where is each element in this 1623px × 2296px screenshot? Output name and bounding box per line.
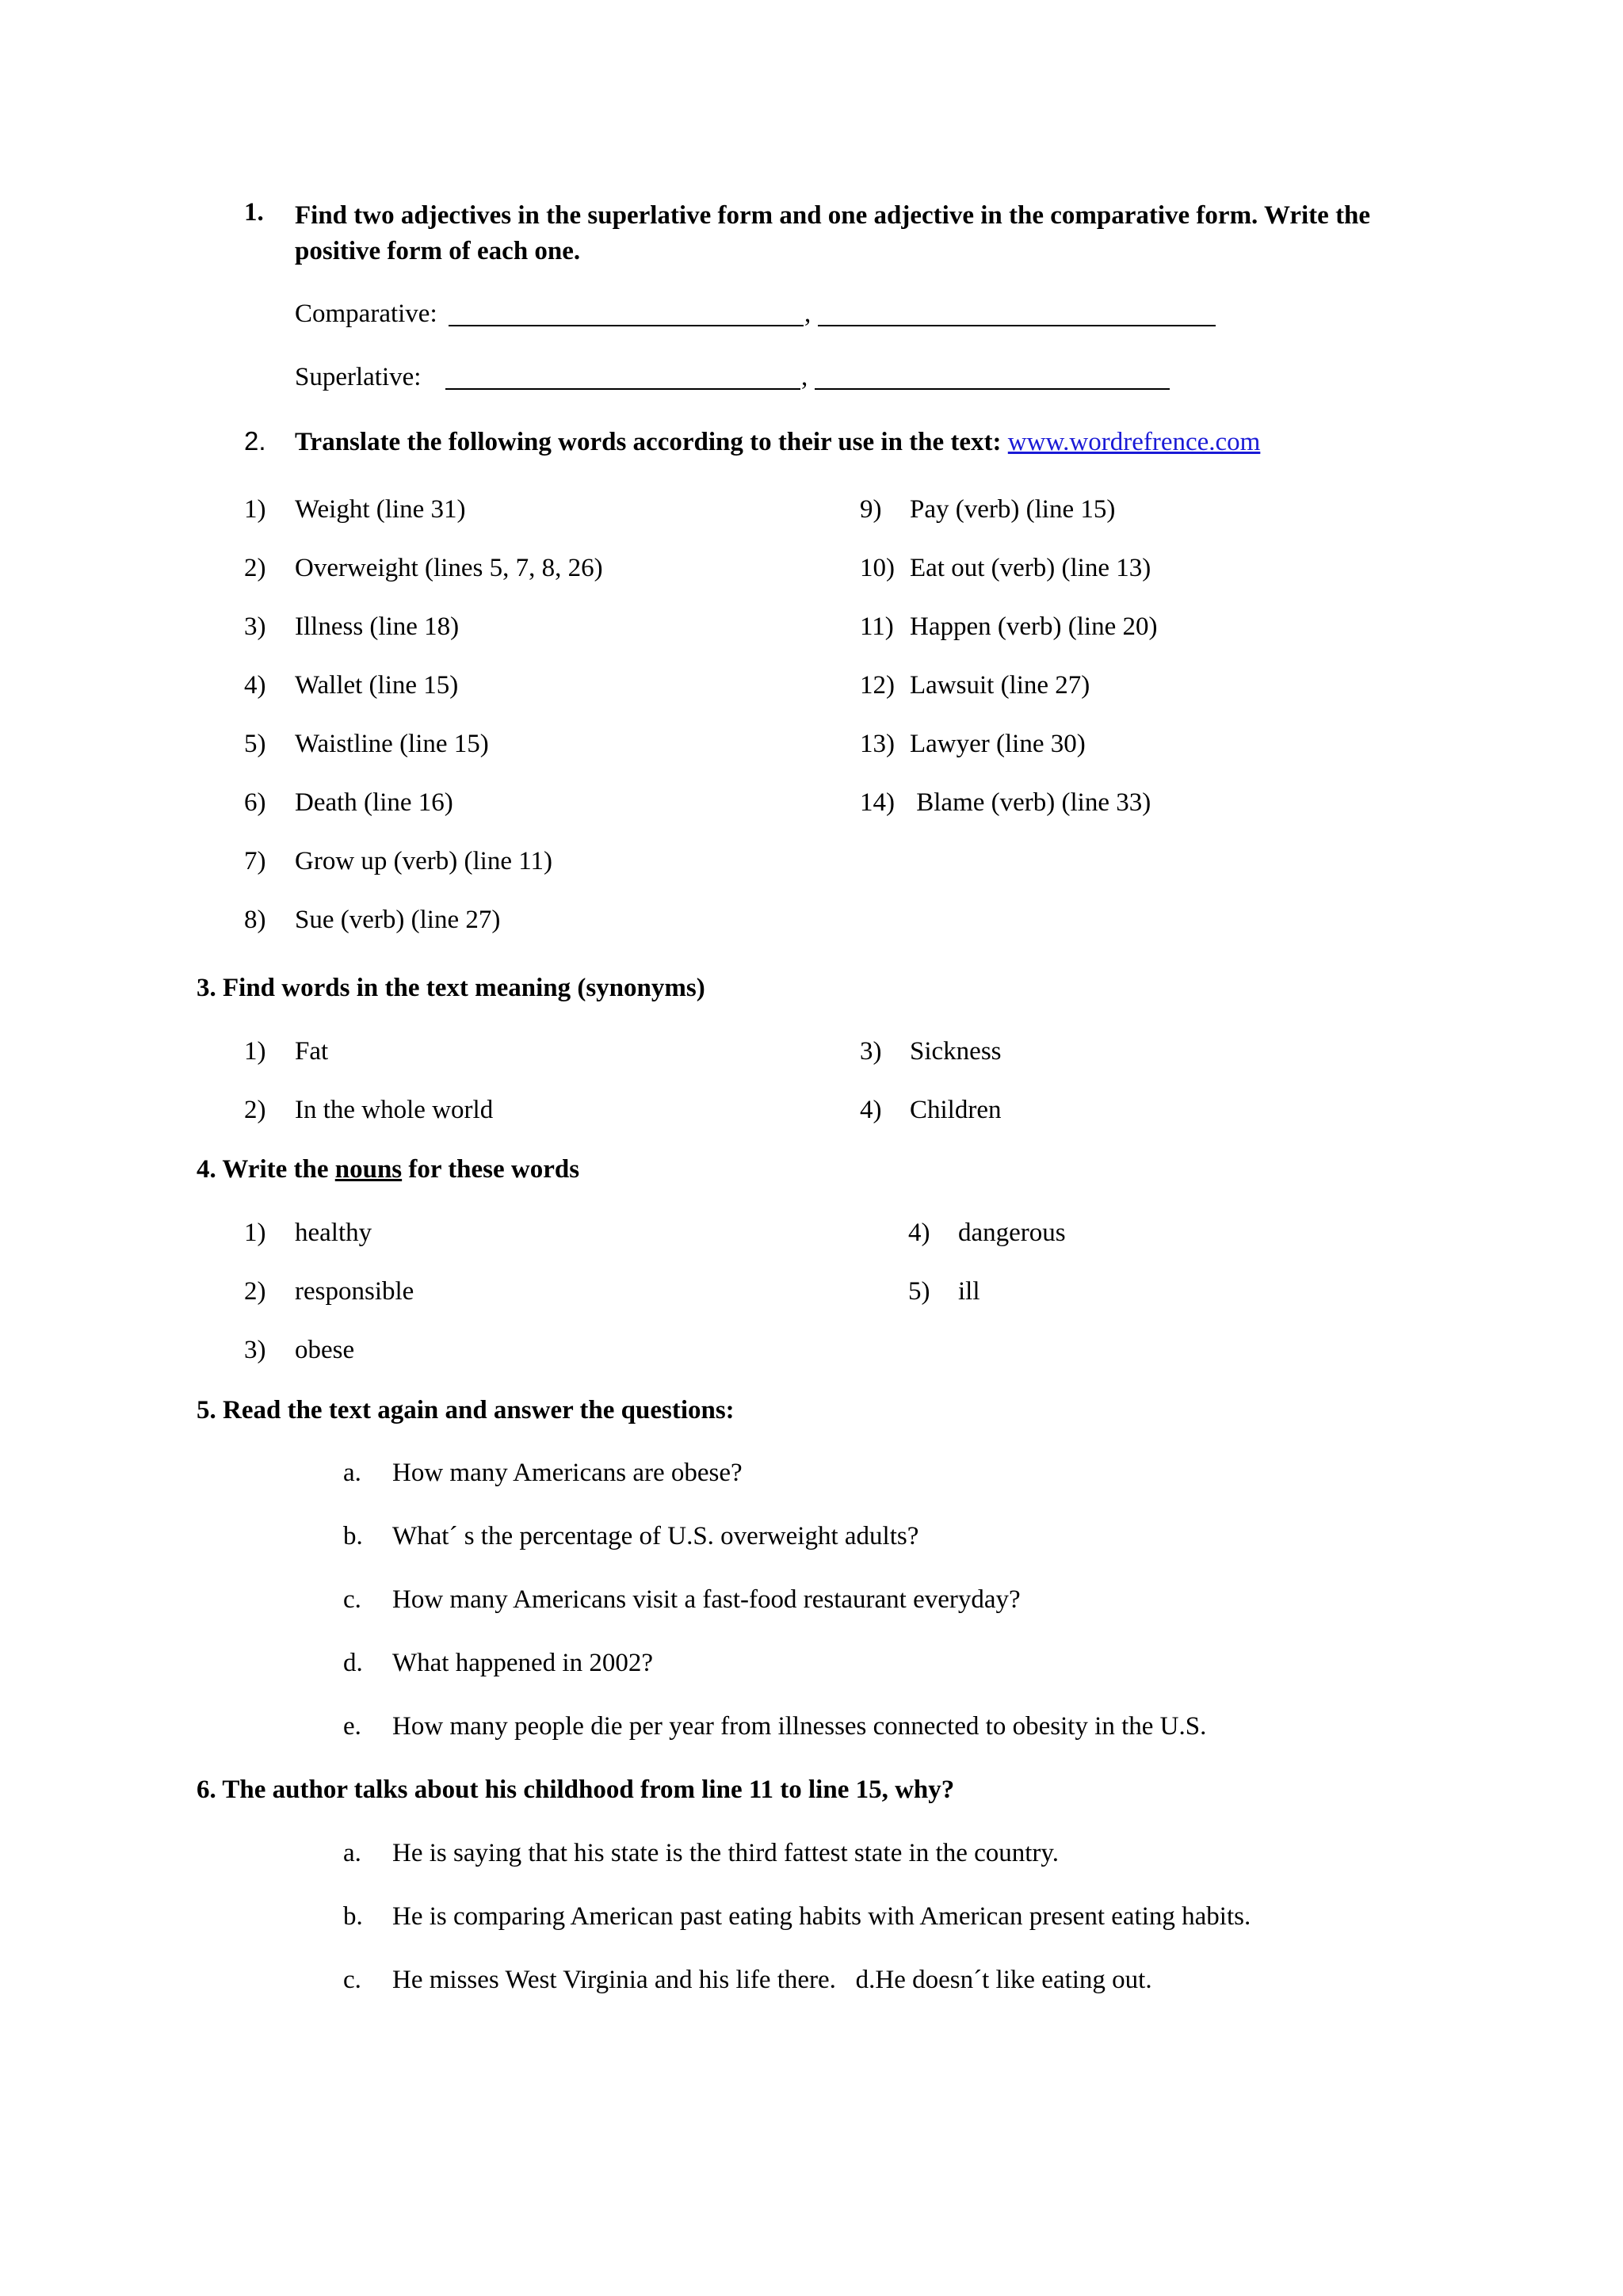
q5-item-d-text: What happened in 2002?	[392, 1649, 653, 1677]
wordreference-link[interactable]: www.wordrefrence.com	[1007, 428, 1261, 456]
q3-title: 3. Find words in the text meaning (synonyms)	[197, 974, 705, 1002]
q2-left-item-7	[244, 847, 266, 877]
q2-prompt	[295, 428, 1260, 458]
comparative-separator: ,	[804, 299, 812, 328]
q2-left-item-4	[244, 671, 266, 701]
q4-title	[197, 1155, 579, 1185]
q4-item-4-number: 4)	[908, 1219, 930, 1247]
q2-right-item-9	[860, 495, 882, 525]
q4-item-2-number: 2)	[244, 1277, 266, 1306]
q1-number: 1.	[244, 198, 264, 227]
q6-item-a-letter: a.	[343, 1839, 361, 1867]
item-number: 12)	[860, 671, 895, 700]
q4-item-2-text: responsible	[295, 1277, 414, 1306]
q6-title: 6. The author talks about his childhood from line 11 to line 15, why?	[197, 1775, 955, 1804]
q5-item-a-text: How many Americans are obese?	[392, 1459, 743, 1487]
q4-item-3-number: 3)	[244, 1336, 266, 1364]
q4-item-1-text: healthy	[295, 1219, 372, 1247]
q4-title-pre: 4. Write the	[197, 1155, 335, 1184]
q2-left-item-8-text: Sue (verb) (line 27)	[295, 906, 501, 934]
q2-right-item-12-text: Lawsuit (line 27)	[910, 671, 1090, 700]
q2-right-item-14	[860, 788, 895, 818]
comparative-blank-2[interactable]	[818, 304, 1216, 326]
q2-left-item-2-text: Overweight (lines 5, 7, 8, 26)	[295, 554, 603, 582]
q5-item-b-text: What´ s the percentage of U.S. overweight adults?	[392, 1522, 919, 1550]
q2-left-item-1-text: Weight (line 31)	[295, 495, 466, 524]
q5-item-c-text: How many Americans visit a fast-food restaurant everyday?	[392, 1585, 1021, 1614]
superlative-separator: ,	[801, 363, 808, 391]
item-number: 6)	[244, 788, 266, 817]
q3-item-2-text: In the whole world	[295, 1096, 494, 1124]
q2-left-item-1	[244, 495, 266, 525]
superlative-blank-1[interactable]	[445, 368, 800, 390]
item-number: 9)	[860, 495, 882, 524]
q6-item-b-letter: b.	[343, 1902, 363, 1931]
q4-title-post: for these words	[402, 1155, 580, 1184]
q2-left-item-5	[244, 730, 266, 760]
q2-left-item-6	[244, 788, 266, 818]
q4-item-5-number: 5)	[908, 1277, 930, 1306]
item-number: 7)	[244, 847, 266, 875]
item-number: 11)	[860, 612, 894, 641]
q5-item-a-letter: a.	[343, 1459, 361, 1487]
q4-item-1-number: 1)	[244, 1219, 266, 1247]
q2-right-item-14-text: Blame (verb) (line 33)	[910, 788, 1151, 817]
q5-item-c-letter: c.	[343, 1585, 361, 1614]
q2-right-item-12	[860, 671, 895, 701]
q2-left-item-5-text: Waistline (line 15)	[295, 730, 489, 758]
q5-item-e-letter: e.	[343, 1712, 361, 1741]
q2-left-item-6-text: Death (line 16)	[295, 788, 453, 817]
q2-right-item-10	[860, 554, 895, 584]
q3-item-4-text: Children	[910, 1096, 1002, 1124]
q2-left-item-7-text: Grow up (verb) (line 11)	[295, 847, 553, 875]
q3-item-4-number: 4)	[860, 1096, 882, 1124]
comparative-label: Comparative:	[295, 299, 437, 328]
q2-number: 2.	[244, 426, 266, 456]
q4-item-3-text: obese	[295, 1336, 355, 1364]
q1-prompt: Find two adjectives in the superlative form and one adjective in the comparative form. Write the positive form of each one.	[295, 201, 1371, 265]
item-number: 14)	[860, 788, 895, 817]
item-number: 13)	[860, 730, 895, 758]
q2-right-item-11-text: Happen (verb) (line 20)	[910, 612, 1158, 641]
q6-item-a-text: He is saying that his state is the third fattest state in the country.	[392, 1839, 1060, 1867]
q6-item-b-text: He is comparing American past eating habits with American present eating habits.	[392, 1902, 1251, 1931]
item-number: 1)	[244, 495, 266, 524]
item-number: 5)	[244, 730, 266, 758]
item-number: 4)	[244, 671, 266, 700]
q2-left-item-8	[244, 906, 266, 936]
q2-right-item-13	[860, 730, 895, 760]
q2-left-item-4-text: Wallet (line 15)	[295, 671, 459, 700]
q3-item-3-number: 3)	[860, 1037, 882, 1066]
item-number: 10)	[860, 554, 895, 582]
q6-item-c-text: He misses West Virginia and his life there. d.He doesn´t like eating out.	[392, 1966, 1152, 1994]
q3-item-1-number: 1)	[244, 1037, 266, 1066]
q2-right-item-9-text: Pay (verb) (line 15)	[910, 495, 1116, 524]
q5-item-e-text: How many people die per year from illnesses connected to obesity in the U.S.	[392, 1712, 1207, 1741]
q3-item-1-text: Fat	[295, 1037, 329, 1066]
q2-right-item-13-text: Lawyer (line 30)	[910, 730, 1086, 758]
q3-item-3-text: Sickness	[910, 1037, 1002, 1066]
q2-prompt-text: Translate the following words according to their use in the text:	[295, 428, 1002, 456]
q3-item-2-number: 2)	[244, 1096, 266, 1124]
q5-item-b-letter: b.	[343, 1522, 363, 1550]
q5-item-d-letter: d.	[343, 1649, 363, 1677]
item-number: 3)	[244, 612, 266, 641]
item-number: 8)	[244, 906, 266, 934]
q6-item-c-letter: c.	[343, 1966, 361, 1994]
q2-left-item-2	[244, 554, 266, 584]
comparative-blank-1[interactable]	[449, 304, 804, 326]
superlative-label: Superlative:	[295, 363, 422, 391]
q2-right-item-10-text: Eat out (verb) (line 13)	[910, 554, 1151, 582]
q4-item-4-text: dangerous	[958, 1219, 1066, 1247]
q4-title-underlined: nouns	[334, 1155, 403, 1184]
q4-item-5-text: ill	[958, 1277, 980, 1306]
q2-right-item-11	[860, 612, 894, 643]
q5-title: 5. Read the text again and answer the questions:	[197, 1396, 735, 1425]
q2-left-item-3-text: Illness (line 18)	[295, 612, 460, 641]
q2-left-item-3	[244, 612, 266, 643]
item-number: 2)	[244, 554, 266, 582]
superlative-blank-2[interactable]	[815, 368, 1170, 390]
